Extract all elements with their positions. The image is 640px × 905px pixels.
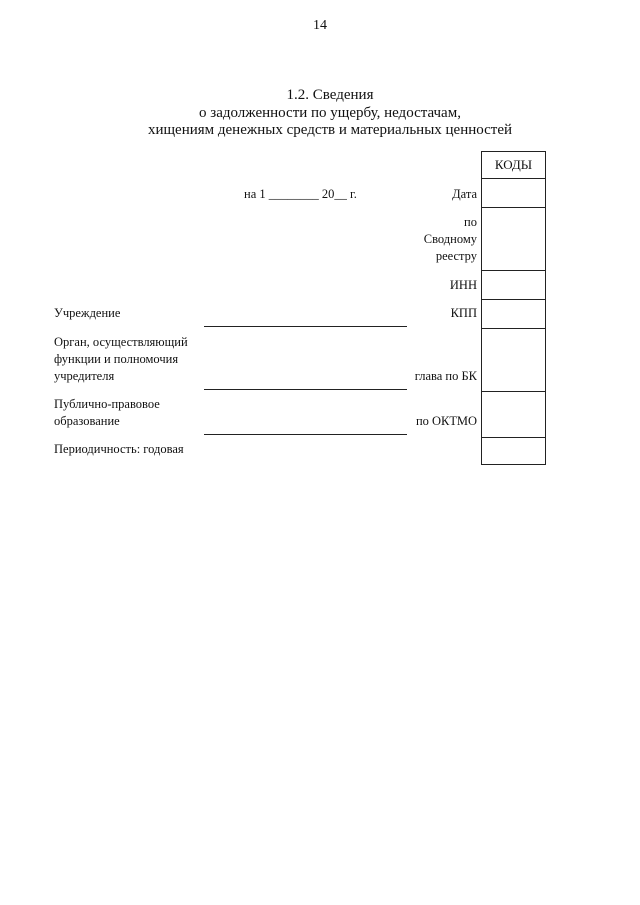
codes-header: КОДЫ bbox=[494, 157, 533, 172]
code-cell-date[interactable] bbox=[482, 178, 545, 207]
report-date-line bbox=[244, 186, 357, 203]
date-year-blank: __ bbox=[334, 187, 347, 201]
label-public-entity-2: образование bbox=[54, 414, 120, 428]
founder-organ-field-line[interactable] bbox=[204, 389, 407, 390]
label-glava-bk: глава по БК bbox=[414, 369, 477, 383]
label-kpp: КПП bbox=[450, 306, 477, 320]
institution-field-line[interactable] bbox=[204, 326, 407, 327]
label-public-entity-1: Публично-правовое bbox=[54, 397, 160, 411]
code-cell-svodny-reestr[interactable] bbox=[482, 207, 545, 270]
form-title-line-3: хищениям денежных средств и материальных ценностей bbox=[147, 122, 513, 138]
form-title-line-2: о задолженности по ущербу, недостачам, bbox=[199, 105, 461, 121]
code-cell-oktmo[interactable] bbox=[482, 391, 545, 437]
date-year-suffix: г. bbox=[350, 187, 357, 201]
label-svodny-reestr-1: по bbox=[464, 215, 477, 229]
label-founder-organ-3: учредителя bbox=[54, 369, 115, 383]
public-entity-field-line[interactable] bbox=[204, 434, 407, 435]
label-institution: Учреждение bbox=[54, 306, 121, 320]
page-number: 14 bbox=[313, 18, 327, 33]
label-date: Дата bbox=[452, 187, 477, 201]
code-cell-periodicity[interactable] bbox=[482, 437, 545, 464]
code-cell-glava-bk[interactable] bbox=[482, 328, 545, 391]
codes-table bbox=[481, 151, 546, 465]
label-inn: ИНН bbox=[449, 278, 477, 292]
label-founder-organ-2: функции и полномочия bbox=[54, 352, 179, 366]
label-svodny-reestr-3: реестру bbox=[435, 249, 477, 263]
code-cell-inn[interactable] bbox=[482, 270, 545, 299]
date-day-month-blank: ________ bbox=[268, 187, 319, 201]
label-founder-organ-1: Орган, осуществляющий bbox=[54, 335, 188, 349]
label-svodny-reestr-2: Сводному bbox=[423, 232, 477, 246]
code-cell-kpp[interactable] bbox=[482, 299, 545, 328]
date-prefix: на 1 bbox=[244, 187, 266, 201]
label-periodicity: Периодичность: годовая bbox=[54, 442, 184, 456]
label-oktmo: по ОКТМО bbox=[415, 414, 477, 428]
date-year-prefix: 20 bbox=[321, 187, 335, 201]
form-title-line-1: 1.2. Сведения bbox=[286, 87, 374, 103]
